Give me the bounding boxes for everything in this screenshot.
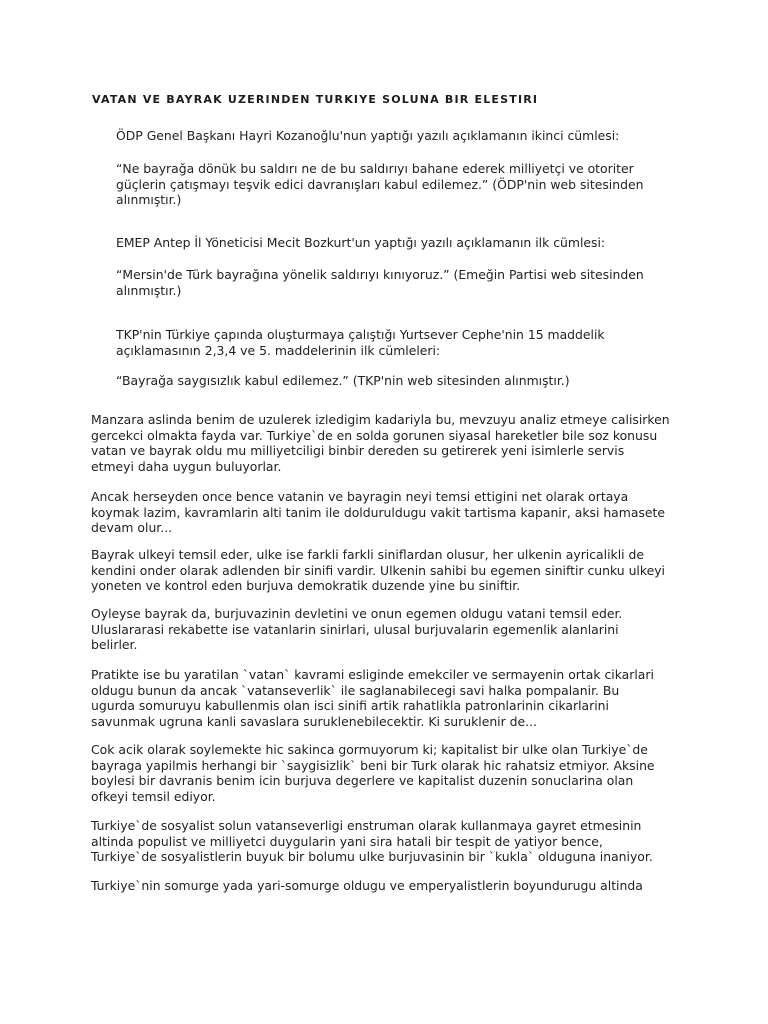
body-paragraph (91, 547, 691, 594)
text-line: “Bayrağa saygısızlık kabul edilemez.” (TKP'nin web sitesinden alınmıştır.) (116, 373, 570, 388)
text-line: güçlerin çatışmayı teşvik edici davranışları kabul edilemez.” (ÖDP'nin web sitesinden (116, 176, 644, 192)
quote-emep (116, 267, 676, 298)
body-paragraph (91, 489, 691, 536)
text-line: Cok acik olarak soylemekte hic sakinca gormuyorum ki; kapitalist bir ulke olan Turkiye`de (91, 742, 648, 757)
text-line: ÖDP Genel Başkanı Hayri Kozanoğlu'nun yaptığı yazılı açıklamanın ikinci cümlesi: (116, 128, 620, 143)
text-line: Ancak herseyden once bence vatanin ve bayragin neyi temsi ettigini net olarak ortaya (91, 489, 629, 504)
body-paragraph (91, 667, 691, 729)
text-line: ofkeyi temsil ediyor. (91, 788, 216, 804)
quote-tkp (116, 373, 676, 389)
text-line: oldugu bunun da ancak `vatanseverlik` ile saglanabilecegi savi halka pompalanir. Bu (91, 682, 620, 698)
quote-odp (116, 161, 676, 208)
text-line: devam olur... (91, 520, 173, 535)
body-paragraph (91, 878, 691, 894)
text-line: TKP'nin Türkiye çapında oluşturmaya çalıştığı Yurtsever Cephe'nin 15 maddelik (116, 327, 605, 342)
text-line: etmeyi daha uygun buluyorlar. (91, 458, 282, 474)
text-line: Manzara aslinda benim de uzulerek izledigim kadariyla bu, mevzuyu analiz etmeye calisirken (91, 412, 670, 427)
text-line: yoneten ve kontrol eden burjuva demokratik duzende yine bu siniftir. (91, 578, 521, 593)
text-line: Pratikte ise bu yaratilan `vatan` kavrami esliginde emekciler ve sermayenin ortak cikarlari (91, 667, 654, 682)
text-line: Turkiye`de sosyalistlerin buyuk bir bolumu ulke burjuvasinin bir `kukla` olduguna inaniyor. (91, 849, 653, 864)
text-line: alınmıştır.) (116, 192, 182, 207)
quote-intro-tkp (116, 327, 676, 358)
text-line: “Mersin'de Türk bayrağına yönelik saldırıyı kınıyoruz.” (Emeğin Partisi web sitesinden (116, 267, 644, 282)
text-line: gercekci olmakta fayda var. Turkiye`de en solda gorunen siyasal hareketler bile soz konusu (91, 427, 658, 443)
text-line: savunmak ugruna kanli savaslara suruklenebilecektir. Ki suruklenir de... (91, 713, 537, 729)
text-line: Turkiye`nin somurge yada yari-somurge oldugu ve emperyalistlerin boyundurugu altinda (91, 878, 643, 893)
body-paragraph (91, 412, 691, 474)
text-line: vatan ve bayrak oldu mu milliyetciligi binbir dereden su getirerek yeni isimlerle servis (91, 443, 625, 458)
quote-intro-emep (116, 235, 676, 251)
text-line: Turkiye`de sosyalist solun vatanseverligi enstruman olarak kullanmaya gayret etmesinin (91, 818, 642, 833)
body-paragraph (91, 606, 691, 653)
text-line: koymak lazim, kavramlarin alti tanim ile dolduruldugu vakit tartisma kapanir, aksi hamasete (91, 504, 665, 520)
text-line: kendini onder olarak adlenden bir sinifi vardir. Ulkenin sahibi bu egemen siniftir cunku ulkeyi (91, 562, 666, 578)
text-line: açıklamasının 2,3,4 ve 5. maddelerinin ilk cümleleri: (116, 342, 441, 358)
text-line: belirler. (91, 637, 138, 652)
text-line: Bayrak ulkeyi temsil eder, ulke ise farkli farkli siniflardan olusur, her ulkenin ayricalikli de (91, 547, 645, 562)
text-line: boylesi bir davranis benim icin burjuva degerlere ve kapitalist duzenin sonuclarina olan (91, 773, 634, 788)
text-line: Oyleyse bayrak da, burjuvazinin devletini ve onun egemen oldugu vatani temsil eder. (91, 606, 623, 621)
body-paragraph (91, 742, 691, 804)
text-line: bayraga yapilmis herhangi bir `saygisizlik` beni bir Turk olarak hic rahatsiz etmiyor. Aksine (91, 757, 655, 773)
quote-intro-odp (116, 128, 676, 144)
document-title: VATAN VE BAYRAK UZERINDEN TURKIYE SOLUNA BIR ELESTIRI (92, 93, 539, 106)
text-line: ugurda somuruyu kabullenmis olan isci sinifi artik rahatlikla patronlarinin cikarlarini (91, 698, 609, 713)
text-line: “Ne bayrağa dönük bu saldırı ne de bu saldırıyı bahane ederek milliyetçi ve otoriter (116, 161, 634, 176)
text-line: alınmıştır.) (116, 282, 182, 298)
body-paragraph (91, 818, 691, 865)
text-line: Uluslararasi rekabette ise vatanlarin sinirlari, ulusal burjuvalarin egemenlik alanlarini (91, 621, 619, 637)
text-line: EMEP Antep İl Yöneticisi Mecit Bozkurt'un yaptığı yazılı açıklamanın ilk cümlesi: (116, 235, 606, 250)
text-line: altinda populist ve milliyetci duygularin yani sira hatali bir tespit de yatiyor bence, (91, 833, 603, 849)
